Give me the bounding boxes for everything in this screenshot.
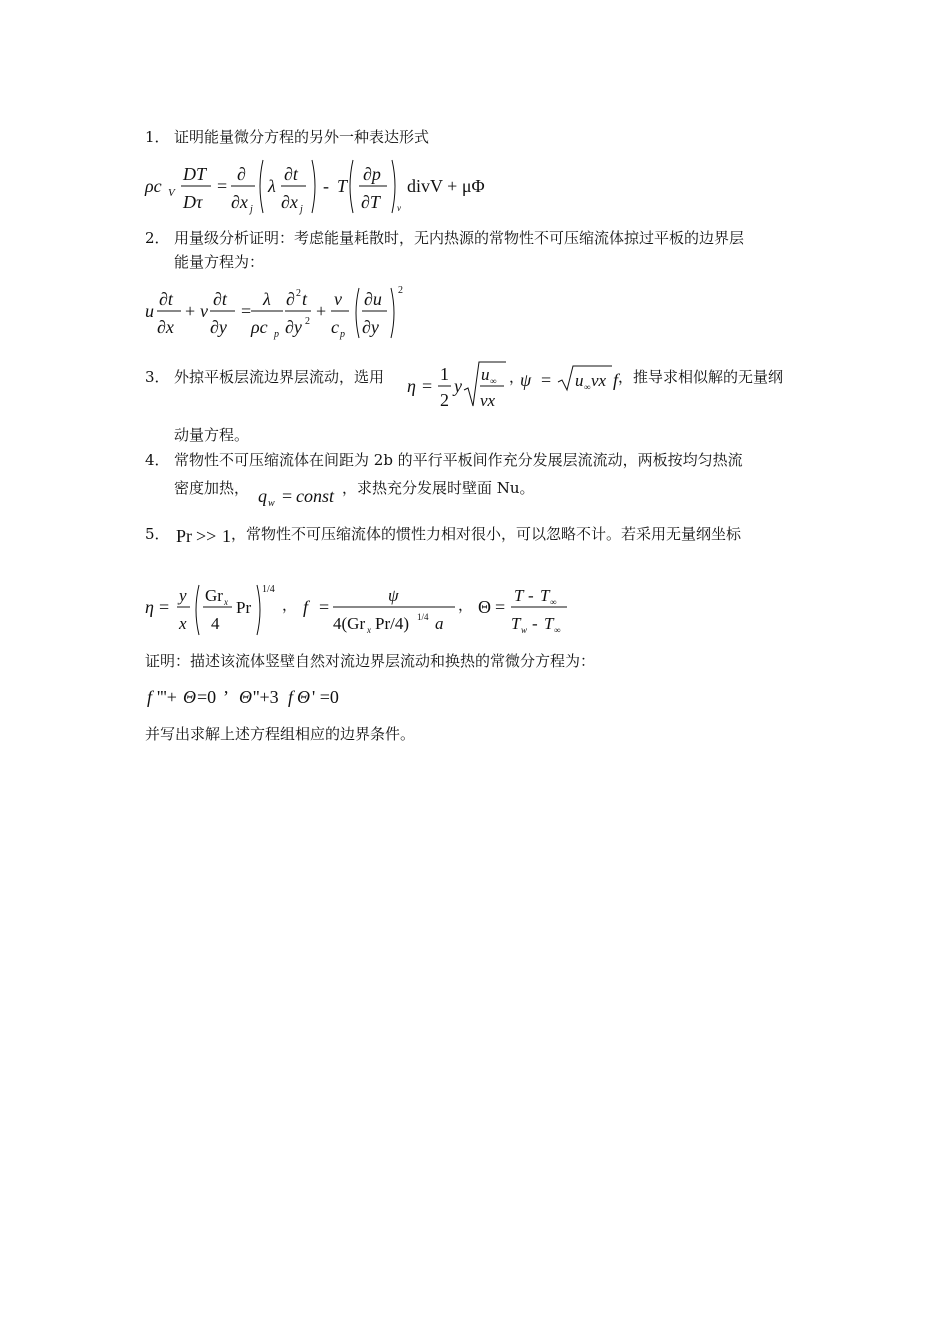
svg-text:u: u	[145, 301, 154, 321]
svg-text:f: f	[303, 597, 309, 617]
equation-2	[145, 283, 415, 343]
problem-2-number: 2．	[145, 229, 170, 247]
svg-text:=: =	[422, 376, 433, 396]
final-instruction: 并写出求解上述方程组相应的边界条件。	[145, 725, 416, 743]
problem-5-text: ，常物性不可压缩流体的惯性力相对很小，可以忽略不计。若采用无量纲坐标	[231, 525, 742, 543]
svg-text:Θ: Θ	[239, 687, 252, 707]
svg-text:∂y: ∂y	[362, 317, 379, 337]
svg-text:w: w	[521, 625, 528, 635]
svg-text:j: j	[250, 204, 253, 215]
svg-text:η: η	[407, 376, 416, 396]
equation-5-pr	[174, 523, 234, 549]
svg-text:u: u	[481, 365, 490, 384]
svg-text:Pr: Pr	[236, 598, 252, 617]
svg-text:x: x	[179, 614, 187, 633]
problem-3-part1: 外掠平板层流边界层流动，选用	[174, 368, 385, 386]
svg-text:T: T	[544, 614, 554, 633]
svg-text:Pr: Pr	[176, 526, 193, 546]
svg-text:λ: λ	[263, 289, 271, 309]
svg-text:DT: DT	[183, 164, 207, 184]
svg-text:∂T: ∂T	[361, 192, 380, 212]
svg-text:Θ: Θ	[297, 687, 310, 707]
svg-text:∂t: ∂t	[213, 289, 227, 309]
svg-text:p: p	[274, 329, 279, 340]
svg-text:1: 1	[440, 364, 449, 384]
svg-text:2: 2	[440, 390, 449, 410]
svg-text:>>: >>	[196, 526, 217, 546]
svg-text:∂y: ∂y	[285, 317, 302, 337]
svg-text:v: v	[200, 301, 208, 321]
svg-text:1: 1	[222, 526, 231, 546]
svg-text:Dτ: Dτ	[183, 192, 203, 212]
svg-text:2: 2	[296, 288, 301, 299]
svg-text:∞: ∞	[490, 376, 497, 386]
svg-text:Gr: Gr	[205, 586, 223, 605]
svg-text:y: y	[179, 586, 187, 605]
problem-3-line2: 动量方程。	[174, 426, 250, 444]
svg-text:-: -	[532, 614, 538, 633]
svg-text:'''+: '''+	[157, 687, 177, 707]
svg-text:λ: λ	[268, 176, 276, 196]
svg-text:∂x: ∂x	[157, 317, 174, 337]
svg-text:ρc: ρc	[251, 317, 268, 337]
svg-text:+: +	[185, 301, 196, 321]
svg-text:=: =	[319, 597, 330, 617]
svg-text:T: T	[540, 586, 550, 605]
svg-text:4: 4	[211, 614, 220, 633]
svg-text:''+3: ''+3	[253, 687, 279, 707]
problem-4-line1: 常物性不可压缩流体在间距为 2b 的平行平板间作充分发展层流流动，两板按均匀热流	[174, 451, 743, 469]
svg-text:ψ: ψ	[520, 370, 532, 390]
svg-text:=: =	[541, 370, 552, 390]
svg-text:’: ’	[223, 687, 229, 707]
svg-text:+: +	[316, 301, 327, 321]
svg-text:∂u: ∂u	[364, 289, 382, 309]
svg-text:a: a	[435, 614, 444, 633]
problem-4-number: 4．	[145, 451, 170, 469]
svg-text:2: 2	[398, 285, 403, 296]
svg-text:4(Gr: 4(Gr	[333, 614, 366, 633]
svg-text:1/4: 1/4	[262, 584, 275, 595]
svg-text:2: 2	[305, 316, 310, 327]
svg-text:∂: ∂	[286, 289, 295, 309]
svg-text:∞: ∞	[584, 382, 591, 392]
svg-text:v: v	[397, 203, 401, 213]
svg-text:∂t: ∂t	[284, 164, 298, 184]
svg-text:const: const	[296, 486, 334, 506]
equation-1	[145, 155, 565, 217]
svg-text:Pr/4): Pr/4)	[375, 614, 409, 633]
svg-text:divV + μΦ: divV + μΦ	[407, 176, 485, 196]
svg-text:j: j	[300, 204, 303, 215]
problem-3-sep: ，	[509, 368, 525, 386]
svg-text:ρc: ρc	[145, 176, 162, 196]
svg-text:ν: ν	[334, 289, 342, 309]
problem-3-number: 3．	[145, 368, 170, 386]
problem-5-number: 5．	[145, 525, 170, 543]
svg-text:=: =	[159, 597, 170, 617]
svg-text:T: T	[511, 614, 521, 633]
svg-text:t: t	[302, 289, 308, 309]
svg-text:T: T	[337, 176, 348, 196]
problem-2-line2: 能量方程为：	[174, 253, 265, 271]
svg-text:-: -	[528, 586, 534, 605]
proof-text: 证明：描述该流体竖壁自然对流边界层流动和换热的常微分方程为：	[145, 652, 596, 670]
svg-text:ψ: ψ	[388, 586, 399, 605]
svg-text:T: T	[514, 586, 524, 605]
svg-text:∂y: ∂y	[210, 317, 227, 337]
svg-text:=: =	[282, 486, 293, 506]
svg-text:w: w	[268, 498, 275, 509]
svg-text:c: c	[331, 317, 339, 337]
equation-5-coords	[145, 580, 575, 638]
problem-1-text: 证明能量微分方程的另外一种表达形式	[174, 128, 430, 146]
equation-3-psi	[520, 364, 620, 394]
svg-text:=: =	[217, 176, 228, 196]
svg-text:∂t: ∂t	[159, 289, 173, 309]
problem-4-line2a: 密度加热，	[174, 479, 250, 497]
svg-text:，: ，	[458, 598, 474, 614]
svg-text:Θ: Θ	[478, 597, 491, 617]
svg-text:=0: =0	[197, 687, 217, 707]
svg-text:V: V	[168, 187, 175, 199]
svg-text:y: y	[454, 376, 462, 396]
svg-text:f: f	[147, 687, 153, 707]
svg-text:Θ: Θ	[183, 687, 196, 707]
equation-ode	[145, 683, 385, 711]
svg-text:f: f	[613, 370, 619, 390]
svg-text:f: f	[288, 687, 294, 707]
equation-4	[258, 480, 342, 510]
svg-text:∞: ∞	[550, 597, 557, 607]
problem-2-line1: 用量级分析证明：考虑能量耗散时，无内热源的常物性不可压缩流体掠过平板的边界层	[174, 229, 745, 247]
svg-text:=: =	[241, 301, 252, 321]
problem-3-part2: ，推导求相似解的无量纲	[618, 368, 784, 386]
svg-text:x: x	[367, 625, 371, 635]
svg-text:∞: ∞	[554, 625, 561, 635]
svg-text:1/4: 1/4	[417, 612, 429, 622]
svg-text:=: =	[495, 597, 506, 617]
svg-text:∂x: ∂x	[281, 192, 298, 212]
problem-1-number: 1．	[145, 128, 170, 146]
svg-text:p: p	[340, 329, 345, 340]
svg-text:x: x	[224, 597, 228, 607]
svg-text:∂x: ∂x	[231, 192, 248, 212]
svg-text:η: η	[145, 597, 154, 617]
svg-text:' =0: ' =0	[312, 687, 339, 707]
problem-4-line2b: ，求热充分发展时壁面 Nu。	[342, 479, 535, 497]
svg-text:-: -	[323, 176, 329, 196]
svg-text:u: u	[575, 371, 584, 390]
svg-text:νx: νx	[480, 391, 496, 410]
svg-text:∂: ∂	[237, 164, 246, 184]
svg-text:νx: νx	[591, 371, 607, 390]
svg-text:，: ，	[282, 598, 298, 614]
svg-text:q: q	[258, 486, 267, 506]
equation-3-eta	[404, 360, 514, 412]
svg-text:∂p: ∂p	[363, 164, 381, 184]
